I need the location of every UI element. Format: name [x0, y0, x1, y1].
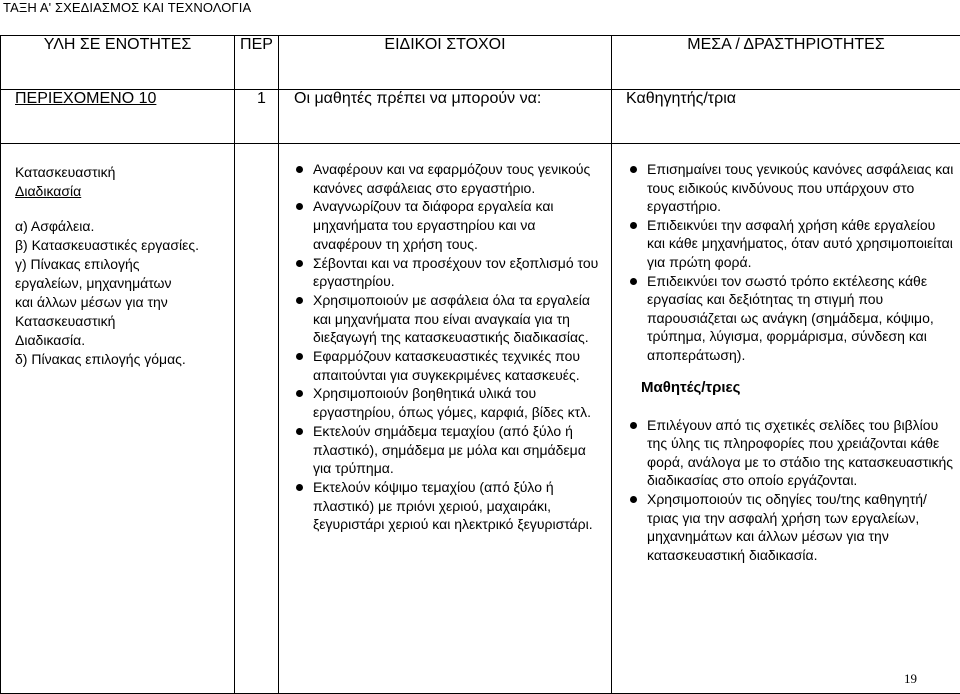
list-item: Αναφέρουν και να εφαρμόζουν τους γενικούς κανόνες ασφάλειας στο εργαστήριο. [290, 160, 605, 197]
content-line: Κατασκευαστική [15, 312, 226, 331]
bullet-icon [630, 166, 637, 173]
table-body-row [1, 144, 960, 694]
list-item: Χρησιμοποιούν με ασφάλεια όλα τα εργαλεία και μηχανήματα που είναι αναγκαία για τη διεξαγωγή της κατασκευαστικής διαδικασίας. [290, 291, 605, 347]
list-item: Επιδεικνύει την ασφαλή χρήση κάθε εργαλείου και κάθε μηχανήματος, όταν αυτό χρησιμοποιείται για πρώτη φορά. [624, 216, 954, 272]
bullet-icon [296, 203, 303, 210]
bullet-icon [296, 390, 303, 397]
list-item: Επιδεικνύει τον σωστό τρόπο εκτέλεσης κάθε εργασίας και δεξιότητας τη στιγμή που παρουσιάζεται ως ανάγκη (σημάδεμα, κόψιμο, τρύπημα, λύγισμα, φορμάρισμα, σύνδεση και αποπεράτωση). [624, 272, 954, 365]
bullet-icon [296, 353, 303, 360]
page-number: 19 [904, 671, 917, 687]
teacher-list [624, 160, 954, 365]
list-item: Εκτελούν σημάδεμα τεμαχίου (από ξύλο ή πλαστικό), σημάδεμα με μόλα και σημάδεμα για τρύπημα. [290, 422, 605, 478]
goals-list [290, 160, 605, 534]
header-means: ΜΕΣΑ / ΔΡΑΣΤΗΡΙΟΤΗΤΕΣ [612, 36, 960, 90]
list-item: Αναγνωρίζουν τα διάφορα εργαλεία και μηχανήματα του εργαστηρίου και να αναφέρουν τη χρήση τους. [290, 197, 605, 253]
header-goals: ΕΙΔΙΚΟΙ ΣΤΟΧΟΙ [279, 36, 612, 90]
bullet-icon [296, 166, 303, 173]
content-title: Κατασκευαστική Διαδικασία [15, 163, 226, 201]
bullet-icon [630, 222, 637, 229]
content-line: και άλλων μέσων για την [15, 293, 226, 312]
table-header-row [1, 36, 960, 90]
teacher-label: Καθηγητής/τρια [612, 90, 960, 144]
list-item: Εφαρμόζουν κατασκευαστικές τεχνικές που απαιτούνται για συγκεκριμένες κατασκευές. [290, 347, 605, 384]
bullet-icon [630, 278, 637, 285]
list-item: Επιλέγουν από τις σχετικές σελίδες του βιβλίου της ύλης τις πληροφορίες που χρειάζονται κάθε φορά, ανάλογα με το στάδιο της κατασκευαστικής διαδικασίας στο οποίο εργάζονται. [624, 416, 954, 490]
list-item: Χρησιμοποιούν βοηθητικά υλικά του εργαστηρίου, όπως γόμες, καρφιά, βίδες κτλ. [290, 384, 605, 421]
list-item: Σέβονται και να προσέχουν τον εξοπλισμό του εργαστηρίου. [290, 254, 605, 291]
bullet-icon [296, 297, 303, 304]
bullet-icon [630, 422, 637, 429]
list-item: Χρησιμοποιούν τις οδηγίες του/της καθηγητή/τριας για την ασφαλή χρήση των εργαλείων, μηχανημάτων και άλλων μέσων για την κατασκευαστική διαδικασία. [624, 490, 954, 564]
bullet-icon [630, 496, 637, 503]
content-line: α) Ασφάλεια. [15, 217, 226, 236]
means-cell [612, 144, 960, 694]
content-label: ΠΕΡΙΕΧΟΜΕΝΟ 10 [1, 90, 235, 144]
content-line: εργαλείων, μηχανημάτων [15, 274, 226, 293]
header-unit: ΥΛΗ ΣΕ ΕΝΟΤΗΤΕΣ [1, 36, 235, 90]
bullet-icon [296, 484, 303, 491]
goals-intro: Οι μαθητές πρέπει να μπορούν να: [279, 90, 612, 144]
bullet-icon [296, 260, 303, 267]
periods-cell [235, 144, 279, 694]
students-list [624, 416, 954, 565]
running-header: ΤΑΞΗ Α' ΣΧΕΔΙΑΣΜΟΣ ΚΑΙ ΤΕΧΝΟΛΟΓΙΑ [3, 0, 251, 15]
list-item: Επισημαίνει τους γενικούς κανόνες ασφάλειας και τους ειδικούς κινδύνους που υπάρχουν στο εργαστήριο. [624, 160, 954, 216]
content-cell [1, 144, 235, 694]
content-line: δ) Πίνακας επιλογής γόμας. [15, 350, 226, 369]
list-item: Εκτελούν κόψιμο τεμαχίου (από ξύλο ή πλαστικό) με πριόνι χεριού, μαχαιράκι, ξεγυριστάρι χεριού και ηλεκτρικό ξεγυριστάρι. [290, 478, 605, 534]
content-line: γ) Πίνακας επιλογής [15, 255, 226, 274]
bullet-icon [296, 428, 303, 435]
students-title: Μαθητές/τριες [624, 379, 954, 396]
curriculum-table [0, 35, 960, 694]
content-line: β) Κατασκευαστικές εργασίες. [15, 236, 226, 255]
goals-cell [279, 144, 612, 694]
content-line: Διαδικασία. [15, 331, 226, 350]
header-periods: ΠΕΡ [235, 36, 279, 90]
table-subheader-row [1, 90, 960, 144]
periods-count: 1 [235, 90, 279, 144]
